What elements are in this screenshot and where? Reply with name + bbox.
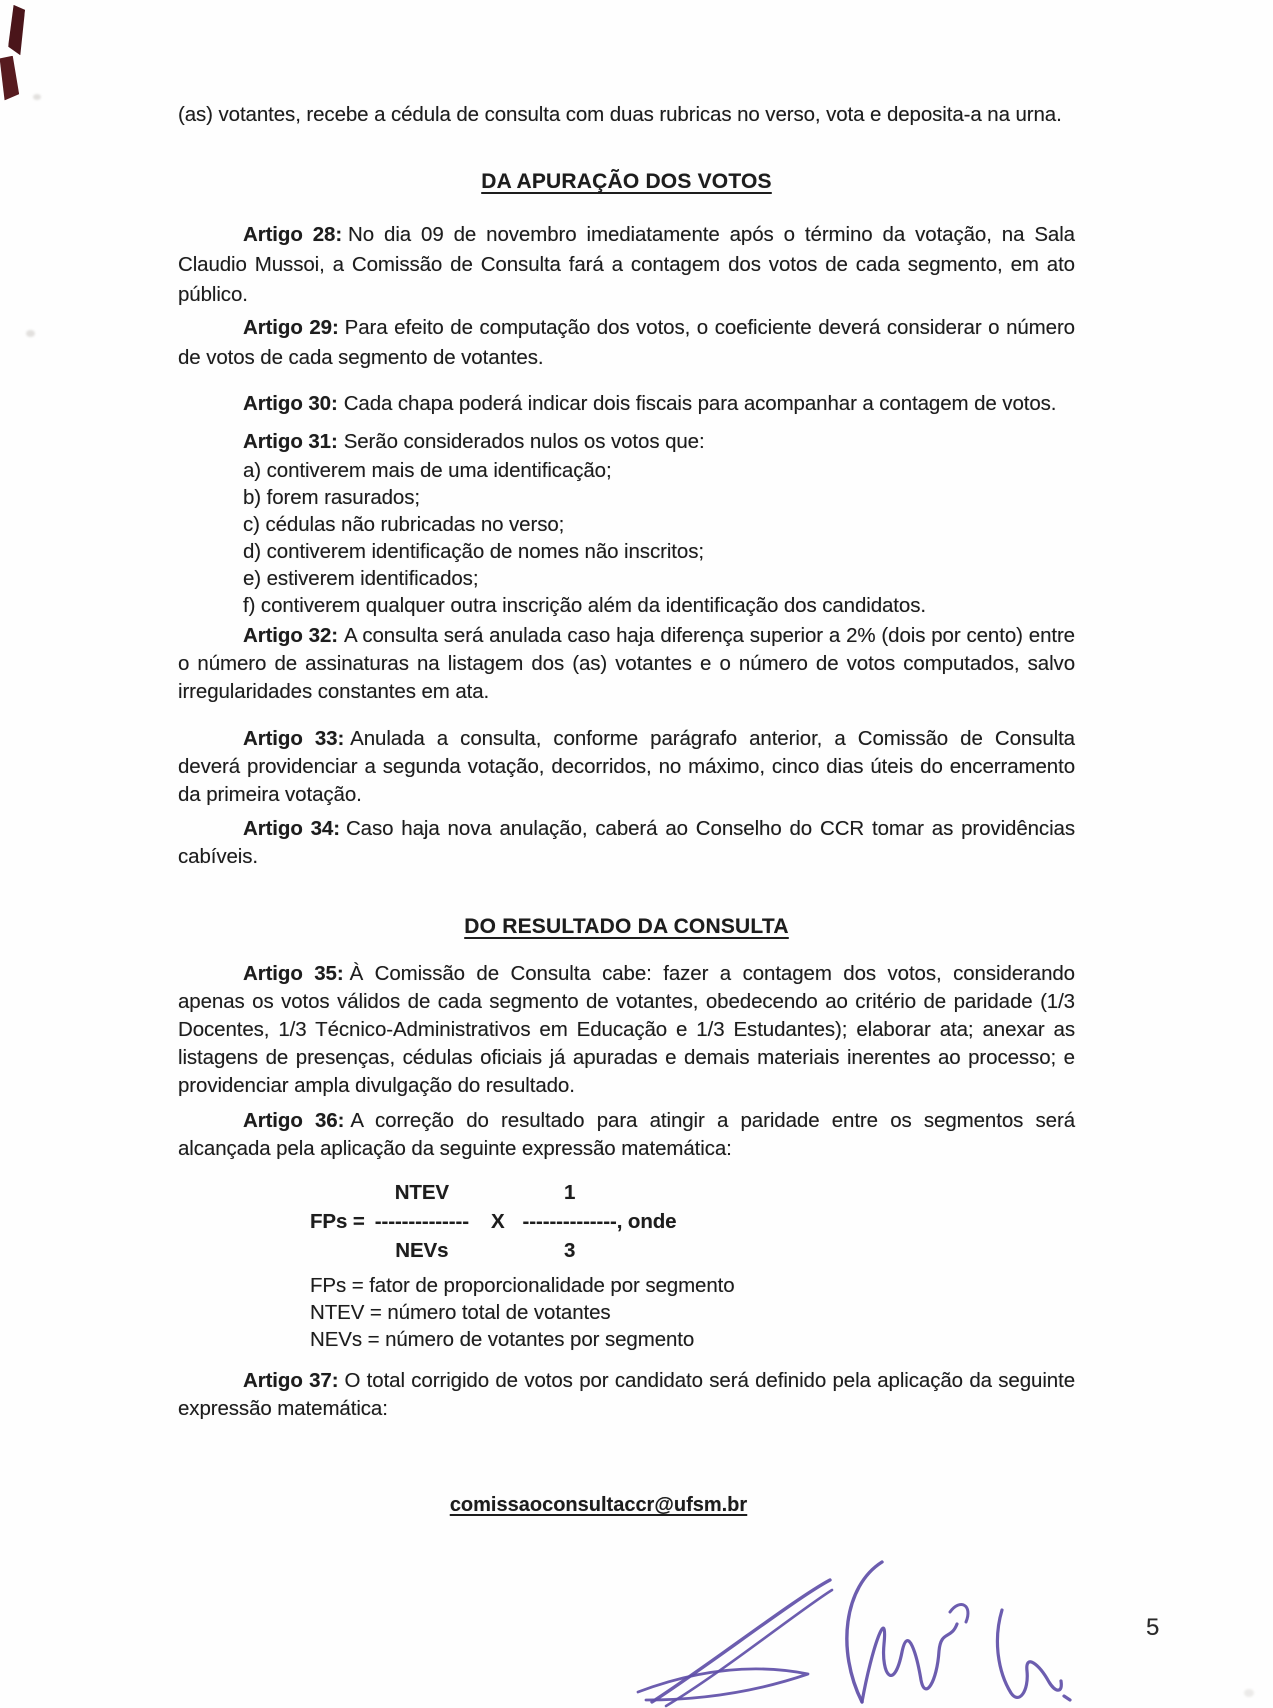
formula-denominator-nevs: NEVs — [395, 1239, 449, 1262]
formula-fraction-2 — [523, 1178, 617, 1265]
signature-stroke-3 — [997, 1610, 1061, 1697]
signature-stroke-2c — [950, 1605, 968, 1622]
section-heading-resultado-text: DO RESULTADO DA CONSULTA — [464, 915, 789, 938]
scan-speckle — [26, 330, 35, 337]
signature-stroke-1 — [652, 1580, 830, 1702]
article-37-text: O total corrigido de votos por candidato será definido pela aplicação da seguinte expressão matemática: — [178, 1369, 1075, 1420]
article-33-text: Anulada a consulta, conforme parágrafo anterior, a Comissão de Consulta deverá providenciar a segunda votação, decorridos, no máximo, cinco dias úteis do encerramento da primeira votação. — [178, 727, 1075, 806]
list-item-e: e) estiverem identificados; — [243, 567, 479, 590]
section-heading-apuracao — [178, 167, 1075, 197]
list-item-a: a) contiverem mais de uma identificação; — [243, 459, 612, 482]
article-31-items — [243, 457, 1075, 619]
definition-nevs: NEVs = número de votantes por segmento — [310, 1328, 695, 1351]
article-36-label: Artigo 36: — [243, 1109, 345, 1132]
formula-bar-2: -------------- — [522, 1210, 617, 1233]
article-35-label: Artigo 35: — [243, 962, 344, 985]
article-34-label: Artigo 34: — [243, 817, 340, 840]
article-36-text: A correção do resultado para atingir a paridade entre os segmentos será alcançada pela aplicação da seguinte expressão matemática: — [178, 1109, 1075, 1160]
article-33-label: Artigo 33: — [243, 727, 345, 750]
article-31-label: Artigo 31: — [243, 430, 338, 453]
article-32 — [178, 622, 1075, 706]
article-33 — [178, 725, 1075, 809]
list-item-c: c) cédulas não rubricadas no verso; — [243, 513, 565, 536]
list-item-b: b) forem rasurados; — [243, 486, 420, 509]
article-31-text: Serão considerados nulos os votos que: — [343, 430, 705, 453]
formula-denominator-3: 3 — [563, 1239, 576, 1262]
signature-stroke-3b — [1064, 1696, 1070, 1700]
article-37 — [178, 1367, 1075, 1423]
scan-corner-mark — [8, 5, 26, 56]
article-28-label: Artigo 28: — [243, 223, 343, 246]
article-32-text: A consulta será anulada caso haja diferença superior a 2% (dois por cento) entre o número de assinaturas na listagem dos (as) votantes e o número de votos computados, salvo irregularidades constantes em ata. — [178, 624, 1075, 703]
article-32-label: Artigo 32: — [243, 624, 338, 647]
list-item-d: d) contiverem identificação de nomes não inscritos; — [243, 540, 704, 563]
article-34 — [178, 815, 1075, 871]
formula-operator: X — [490, 1210, 505, 1233]
formula-numerator-1: 1 — [563, 1181, 576, 1204]
scan-corner-mark — [0, 55, 20, 100]
formula-definitions — [310, 1272, 1075, 1353]
article-29-label: Artigo 29: — [243, 316, 339, 339]
signatures-ink — [600, 1540, 1273, 1708]
intro-paragraph: (as) votantes, recebe a cédula de consulta com duas rubricas no verso, vota e deposita-a na urna. — [178, 103, 1062, 126]
list-item-f: f) contiverem qualquer outra inscrição além da identificação dos candidatos. — [243, 594, 926, 617]
footer-email — [150, 1491, 1047, 1519]
article-37-label: Artigo 37: — [243, 1369, 339, 1392]
formula-fraction-1 — [375, 1178, 469, 1265]
article-29 — [178, 313, 1075, 373]
article-31 — [178, 427, 1075, 457]
formula-suffix: , onde — [616, 1210, 677, 1233]
article-28-text: No dia 09 de novembro imediatamente após o término da votação, na Sala Claudio Mussoi, a Comissão de Consulta fará a contagem dos votos de cada segmento, em ato público. — [178, 223, 1075, 306]
section-heading-apuracao-text: DA APURAÇÃO DOS VOTOS — [481, 170, 772, 193]
definition-ntev: NTEV = número total de votantes — [310, 1301, 611, 1324]
article-36 — [178, 1107, 1075, 1163]
article-30-text: Cada chapa poderá indicar dois fiscais para acompanhar a contagem de votos. — [343, 392, 1057, 415]
article-35-text: À Comissão de Consulta cabe: fazer a contagem dos votos, considerando apenas os votos válidos de cada segmento de votantes, obedecendo ao critério de paridade (1/3 Docentes, 1/3 Técnico-Administrativos em Educação e 1/3 Estudantes); elaborar ata; anexar as listagens de presenças, cédulas oficiais já apuradas e demais materiais inerentes ao processo; e providenciar ampla divulgação do resultado. — [178, 962, 1075, 1097]
formula-lhs: FPs = — [310, 1210, 365, 1233]
formula-numerator-ntev: NTEV — [394, 1181, 449, 1204]
footer-email-text: comissaoconsultaccr@ufsm.br — [449, 1494, 748, 1516]
scan-speckle — [33, 94, 41, 100]
article-30 — [178, 389, 1075, 419]
article-28 — [178, 220, 1075, 310]
signature-stroke-2 — [847, 1562, 882, 1702]
section-heading-resultado — [178, 912, 1075, 942]
document-content — [178, 100, 1075, 1519]
article-30-label: Artigo 30: — [243, 392, 338, 415]
page-number: 5 — [1146, 1614, 1160, 1641]
article-29-text: Para efeito de computação dos votos, o coeficiente deverá considerar o número de votos de cada segmento de votantes. — [178, 316, 1075, 369]
formula-fps — [310, 1178, 1075, 1265]
signature-stroke-2b — [862, 1624, 957, 1702]
formula-bar-1: -------------- — [374, 1210, 469, 1233]
definition-fps: FPs = fator de proporcionalidade por segmento — [310, 1274, 735, 1297]
article-35 — [178, 960, 1075, 1100]
article-34-text: Caso haja nova anulação, caberá ao Conselho do CCR tomar as providências cabíveis. — [178, 817, 1075, 868]
